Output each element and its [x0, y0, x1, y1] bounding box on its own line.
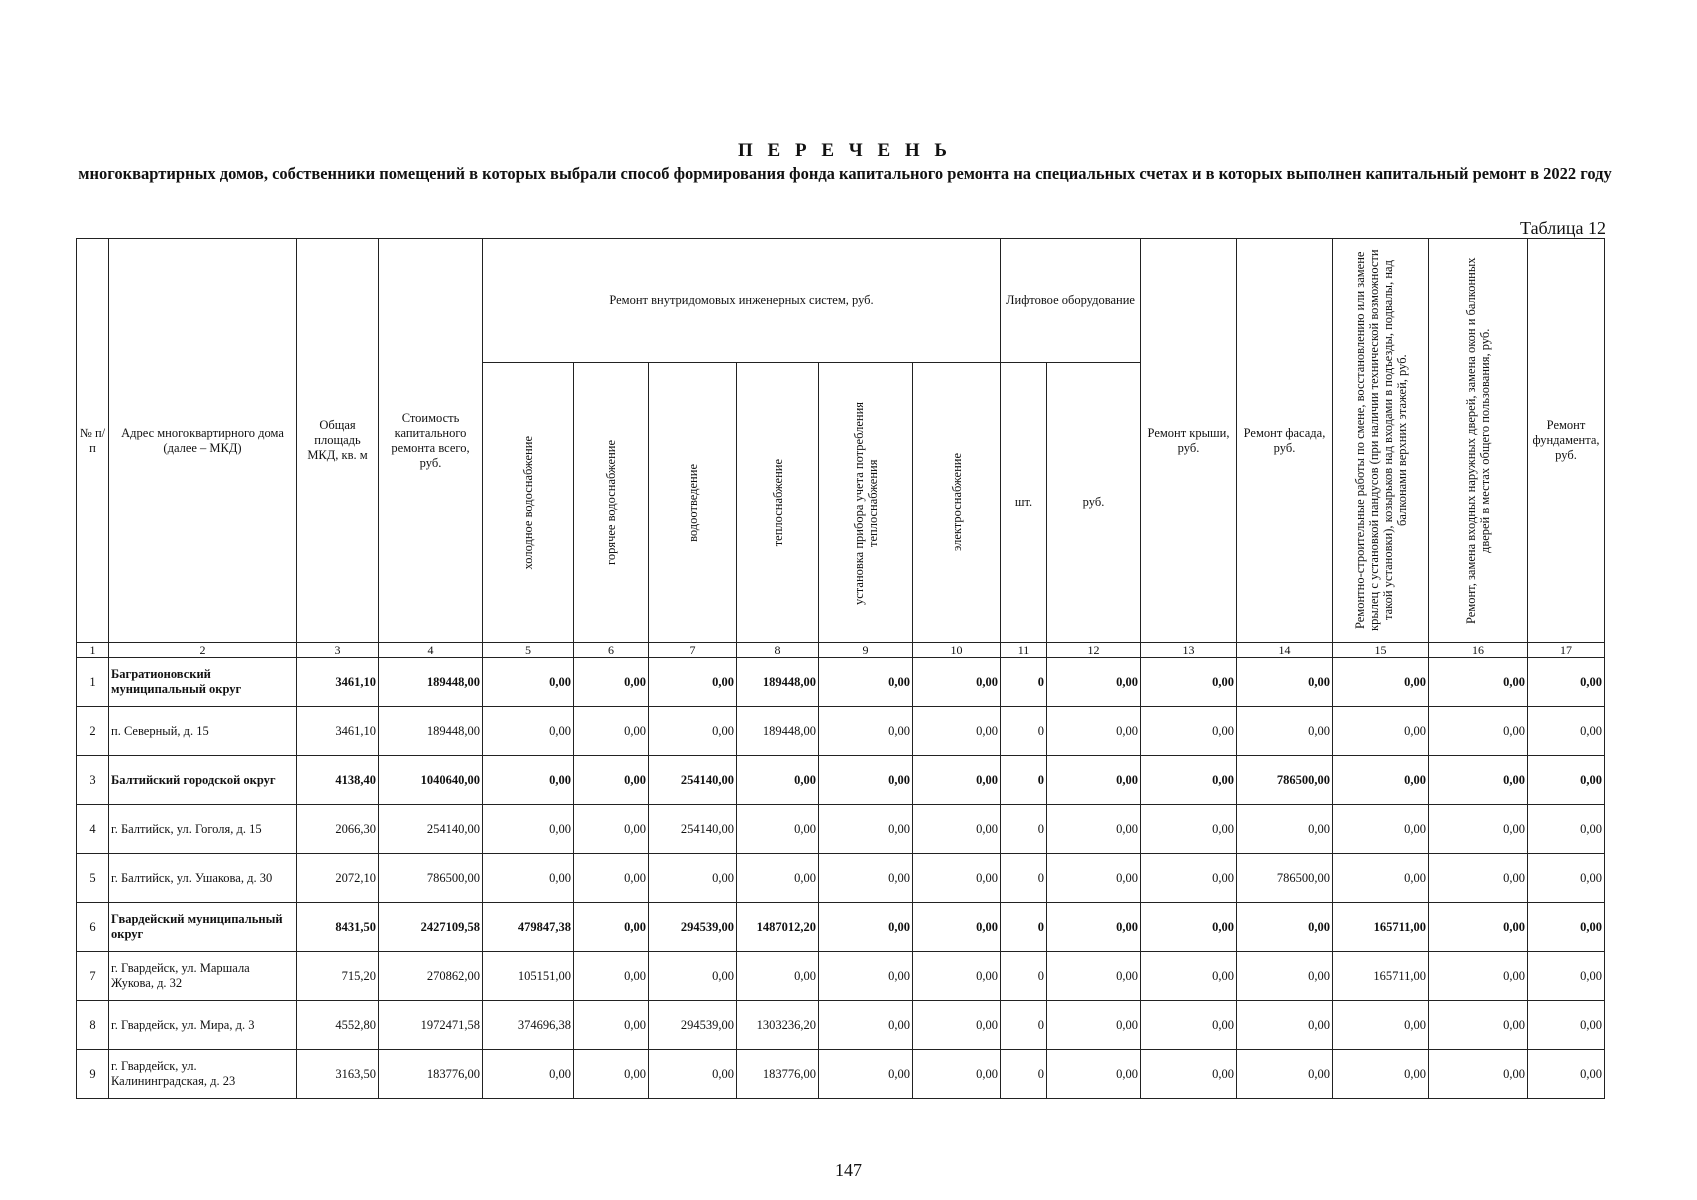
total-cost-cell: 183776,00	[379, 1050, 483, 1099]
column-number: 13	[1141, 643, 1237, 658]
header-electricity-cell	[913, 363, 1001, 643]
column-number: 15	[1333, 643, 1429, 658]
total-cost-cell: 1972471,58	[379, 1001, 483, 1050]
lift-count-cell: 0	[1001, 1050, 1047, 1099]
total-cost-cell: 270862,00	[379, 952, 483, 1001]
header-hot-water-cell	[574, 363, 649, 643]
header-area: Общая площадь МКД, кв. м	[297, 239, 379, 643]
address-cell: г. Балтийск, ул. Гоголя, д. 15	[109, 805, 297, 854]
address-cell: Гвардейский муниципальный округ	[109, 903, 297, 952]
heat-meter-cell: 0,00	[819, 658, 913, 707]
doors-windows-cell: 0,00	[1429, 903, 1528, 952]
heat-meter-cell: 0,00	[819, 805, 913, 854]
header-lift-group: Лифтовое оборудование	[1001, 239, 1141, 363]
drainage-cell: 294539,00	[649, 1001, 737, 1050]
row-number-cell: 1	[77, 658, 109, 707]
lift-cost-cell: 0,00	[1047, 903, 1141, 952]
table-row	[77, 707, 1605, 756]
heat-meter-cell: 0,00	[819, 952, 913, 1001]
lift-cost-cell: 0,00	[1047, 805, 1141, 854]
foundation-cell: 0,00	[1528, 707, 1605, 756]
facade-cell: 0,00	[1237, 658, 1333, 707]
table-body	[77, 658, 1605, 1099]
cold-water-cell: 0,00	[483, 756, 574, 805]
lift-count-cell: 0	[1001, 707, 1047, 756]
lift-count-cell: 0	[1001, 805, 1047, 854]
lift-count-cell: 0	[1001, 756, 1047, 805]
document-title-block	[60, 140, 1630, 184]
construction-cell: 0,00	[1333, 805, 1429, 854]
lift-cost-cell: 0,00	[1047, 854, 1141, 903]
drainage-cell: 254140,00	[649, 756, 737, 805]
lift-count-cell: 0	[1001, 658, 1047, 707]
electricity-cell: 0,00	[913, 1001, 1001, 1050]
lift-count-cell: 0	[1001, 854, 1047, 903]
document-subtitle: многоквартирных домов, собственники помещений в которых выбрали способ формирования фонда капитального ремонта на специальных счетах и в которых выполнен капитальный ремонт в 2022 году	[78, 164, 1612, 183]
hot-water-cell: 0,00	[574, 854, 649, 903]
cold-water-cell: 0,00	[483, 805, 574, 854]
heating-cell: 0,00	[737, 952, 819, 1001]
table-row	[77, 1001, 1605, 1050]
cold-water-cell: 0,00	[483, 707, 574, 756]
address-cell: г. Балтийск, ул. Ушакова, д. 30	[109, 854, 297, 903]
column-number: 5	[483, 643, 574, 658]
area-cell: 2072,10	[297, 854, 379, 903]
header-heating-cell	[737, 363, 819, 643]
doors-windows-cell: 0,00	[1429, 707, 1528, 756]
area-cell: 3461,10	[297, 707, 379, 756]
column-number: 7	[649, 643, 737, 658]
facade-cell: 0,00	[1237, 1001, 1333, 1050]
hot-water-cell: 0,00	[574, 952, 649, 1001]
header-foundation: Ремонт фундамента, руб.	[1528, 239, 1605, 643]
document-title: П Е Р Е Ч Е Н Ь	[738, 140, 952, 161]
electricity-cell: 0,00	[913, 854, 1001, 903]
row-number-cell: 7	[77, 952, 109, 1001]
row-number-cell: 4	[77, 805, 109, 854]
cold-water-cell: 105151,00	[483, 952, 574, 1001]
foundation-cell: 0,00	[1528, 658, 1605, 707]
lift-count-cell: 0	[1001, 952, 1047, 1001]
table-row	[77, 805, 1605, 854]
column-number: 17	[1528, 643, 1605, 658]
heating-cell: 1303236,20	[737, 1001, 819, 1050]
hot-water-cell: 0,00	[574, 1001, 649, 1050]
foundation-cell: 0,00	[1528, 1001, 1605, 1050]
drainage-cell: 0,00	[649, 658, 737, 707]
total-cost-cell: 2427109,58	[379, 903, 483, 952]
roof-cell: 0,00	[1141, 854, 1237, 903]
table-row-district	[77, 756, 1605, 805]
header-cold-water: холодное водоснабжение	[521, 435, 535, 570]
total-cost-cell: 786500,00	[379, 854, 483, 903]
heat-meter-cell: 0,00	[819, 1050, 913, 1099]
table-label: Таблица 12	[1520, 218, 1606, 238]
roof-cell: 0,00	[1141, 658, 1237, 707]
row-number-cell: 2	[77, 707, 109, 756]
roof-cell: 0,00	[1141, 1050, 1237, 1099]
column-number: 4	[379, 643, 483, 658]
column-number: 14	[1237, 643, 1333, 658]
heat-meter-cell: 0,00	[819, 854, 913, 903]
foundation-cell: 0,00	[1528, 805, 1605, 854]
doors-windows-cell: 0,00	[1429, 756, 1528, 805]
construction-cell: 0,00	[1333, 1001, 1429, 1050]
header-address: Адрес многоквартирного дома (далее – МКД)	[109, 239, 297, 643]
header-no: № п/п	[77, 239, 109, 643]
header-construction-cell	[1333, 239, 1429, 643]
repair-table	[76, 238, 1605, 1099]
header-heat-meter-cell	[819, 363, 913, 643]
drainage-cell: 0,00	[649, 1050, 737, 1099]
heat-meter-cell: 0,00	[819, 707, 913, 756]
table-row	[77, 1050, 1605, 1099]
area-cell: 715,20	[297, 952, 379, 1001]
header-electricity: электроснабжение	[949, 453, 964, 552]
doors-windows-cell: 0,00	[1429, 1001, 1528, 1050]
row-number-cell: 5	[77, 854, 109, 903]
cold-water-cell: 0,00	[483, 854, 574, 903]
foundation-cell: 0,00	[1528, 756, 1605, 805]
heating-cell: 0,00	[737, 756, 819, 805]
area-cell: 4138,40	[297, 756, 379, 805]
header-hot-water: горячее водоснабжение	[604, 440, 618, 565]
construction-cell: 0,00	[1333, 756, 1429, 805]
construction-cell: 0,00	[1333, 658, 1429, 707]
header-facade: Ремонт фасада, руб.	[1237, 239, 1333, 643]
electricity-cell: 0,00	[913, 952, 1001, 1001]
foundation-cell: 0,00	[1528, 854, 1605, 903]
construction-cell: 0,00	[1333, 707, 1429, 756]
row-number-cell: 3	[77, 756, 109, 805]
roof-cell: 0,00	[1141, 1001, 1237, 1050]
address-cell: Багратионовский муниципальный округ	[109, 658, 297, 707]
address-cell: г. Гвардейск, ул. Маршала Жукова, д. 32	[109, 952, 297, 1001]
roof-cell: 0,00	[1141, 903, 1237, 952]
column-number-row	[77, 643, 1605, 658]
page-number: 147	[835, 1160, 862, 1180]
column-number: 8	[737, 643, 819, 658]
foundation-cell: 0,00	[1528, 1050, 1605, 1099]
drainage-cell: 0,00	[649, 707, 737, 756]
address-cell: п. Северный, д. 15	[109, 707, 297, 756]
roof-cell: 0,00	[1141, 707, 1237, 756]
cold-water-cell: 0,00	[483, 1050, 574, 1099]
heating-cell: 1487012,20	[737, 903, 819, 952]
construction-cell: 165711,00	[1333, 952, 1429, 1001]
column-number: 2	[109, 643, 297, 658]
column-number: 6	[574, 643, 649, 658]
roof-cell: 0,00	[1141, 805, 1237, 854]
address-cell: г. Гвардейск, ул. Калининградская, д. 23	[109, 1050, 297, 1099]
row-number-cell: 8	[77, 1001, 109, 1050]
table-row	[77, 952, 1605, 1001]
column-number: 9	[819, 643, 913, 658]
header-drainage: водоотведение	[685, 463, 700, 542]
area-cell: 3163,50	[297, 1050, 379, 1099]
cold-water-cell: 0,00	[483, 658, 574, 707]
lift-count-cell: 0	[1001, 1001, 1047, 1050]
total-cost-cell: 189448,00	[379, 658, 483, 707]
column-number: 12	[1047, 643, 1141, 658]
facade-cell: 0,00	[1237, 903, 1333, 952]
header-heat-meter: установка прибора учета потребления теплоснабжения	[851, 400, 880, 605]
roof-cell: 0,00	[1141, 952, 1237, 1001]
facade-cell: 0,00	[1237, 1050, 1333, 1099]
heat-meter-cell: 0,00	[819, 1001, 913, 1050]
table-row-district	[77, 903, 1605, 952]
header-lift-rub: руб.	[1047, 363, 1141, 643]
header-roof: Ремонт крыши, руб.	[1141, 239, 1237, 643]
doors-windows-cell: 0,00	[1429, 1050, 1528, 1099]
drainage-cell: 254140,00	[649, 805, 737, 854]
column-number: 11	[1001, 643, 1047, 658]
header-engineering-group: Ремонт внутридомовых инженерных систем, руб.	[483, 239, 1001, 363]
column-number: 3	[297, 643, 379, 658]
doors-windows-cell: 0,00	[1429, 805, 1528, 854]
area-cell: 3461,10	[297, 658, 379, 707]
heating-cell: 0,00	[737, 854, 819, 903]
hot-water-cell: 0,00	[574, 756, 649, 805]
doors-windows-cell: 0,00	[1429, 658, 1528, 707]
area-cell: 8431,50	[297, 903, 379, 952]
lift-cost-cell: 0,00	[1047, 658, 1141, 707]
facade-cell: 0,00	[1237, 805, 1333, 854]
construction-cell: 0,00	[1333, 1050, 1429, 1099]
heating-cell: 183776,00	[737, 1050, 819, 1099]
row-number-cell: 6	[77, 903, 109, 952]
column-number: 1	[77, 643, 109, 658]
heating-cell: 189448,00	[737, 707, 819, 756]
hot-water-cell: 0,00	[574, 707, 649, 756]
header-cold-water-cell	[483, 363, 574, 643]
area-cell: 4552,80	[297, 1001, 379, 1050]
address-cell: Балтийский городской округ	[109, 756, 297, 805]
hot-water-cell: 0,00	[574, 1050, 649, 1099]
lift-cost-cell: 0,00	[1047, 952, 1141, 1001]
facade-cell: 0,00	[1237, 707, 1333, 756]
heat-meter-cell: 0,00	[819, 903, 913, 952]
total-cost-cell: 189448,00	[379, 707, 483, 756]
drainage-cell: 0,00	[649, 854, 737, 903]
foundation-cell: 0,00	[1528, 952, 1605, 1001]
doors-windows-cell: 0,00	[1429, 952, 1528, 1001]
header-doors-windows: Ремонт, замена входных наружных дверей, замена окон и балконных дверей в местах общего пользования, руб.	[1464, 257, 1492, 624]
header-construction: Ремонтно-строительные работы по смене, восстановлению или замене крылец с установкой пандусов (при наличии технической возможности такой установки), козырьков над входами в подъезды, подвалы, над балконами верхних этажей, руб.	[1352, 249, 1409, 632]
area-cell: 2066,30	[297, 805, 379, 854]
construction-cell: 165711,00	[1333, 903, 1429, 952]
table-row-district	[77, 658, 1605, 707]
address-cell: г. Гвардейск, ул. Мира, д. 3	[109, 1001, 297, 1050]
lift-cost-cell: 0,00	[1047, 1050, 1141, 1099]
heating-cell: 189448,00	[737, 658, 819, 707]
facade-cell: 786500,00	[1237, 756, 1333, 805]
lift-cost-cell: 0,00	[1047, 707, 1141, 756]
foundation-cell: 0,00	[1528, 903, 1605, 952]
electricity-cell: 0,00	[913, 805, 1001, 854]
electricity-cell: 0,00	[913, 707, 1001, 756]
header-doors-windows-cell	[1429, 239, 1528, 643]
drainage-cell: 0,00	[649, 952, 737, 1001]
header-drainage-cell	[649, 363, 737, 643]
heating-cell: 0,00	[737, 805, 819, 854]
electricity-cell: 0,00	[913, 903, 1001, 952]
heat-meter-cell: 0,00	[819, 756, 913, 805]
electricity-cell: 0,00	[913, 1050, 1001, 1099]
total-cost-cell: 254140,00	[379, 805, 483, 854]
construction-cell: 0,00	[1333, 854, 1429, 903]
total-cost-cell: 1040640,00	[379, 756, 483, 805]
lift-cost-cell: 0,00	[1047, 756, 1141, 805]
table-row	[77, 854, 1605, 903]
electricity-cell: 0,00	[913, 756, 1001, 805]
electricity-cell: 0,00	[913, 658, 1001, 707]
hot-water-cell: 0,00	[574, 805, 649, 854]
row-number-cell: 9	[77, 1050, 109, 1099]
cold-water-cell: 479847,38	[483, 903, 574, 952]
column-number: 10	[913, 643, 1001, 658]
lift-count-cell: 0	[1001, 903, 1047, 952]
doors-windows-cell: 0,00	[1429, 854, 1528, 903]
lift-cost-cell: 0,00	[1047, 1001, 1141, 1050]
drainage-cell: 294539,00	[649, 903, 737, 952]
header-cost: Стоимость капитального ремонта всего, руб.	[379, 239, 483, 643]
header-heating: теплоснабжение	[770, 458, 785, 547]
header-lift-pcs: шт.	[1001, 363, 1047, 643]
hot-water-cell: 0,00	[574, 658, 649, 707]
facade-cell: 786500,00	[1237, 854, 1333, 903]
hot-water-cell: 0,00	[574, 903, 649, 952]
column-number: 16	[1429, 643, 1528, 658]
facade-cell: 0,00	[1237, 952, 1333, 1001]
roof-cell: 0,00	[1141, 756, 1237, 805]
cold-water-cell: 374696,38	[483, 1001, 574, 1050]
